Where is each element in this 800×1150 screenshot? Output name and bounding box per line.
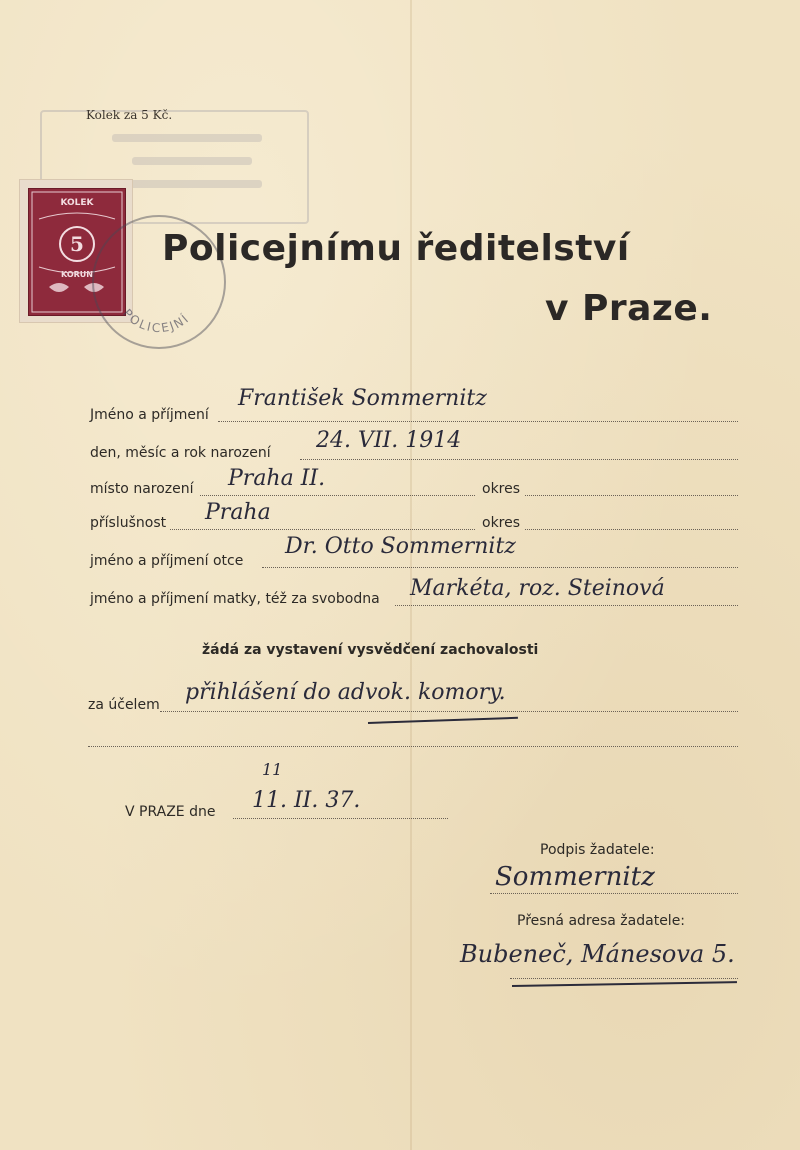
field-birthplace-label: místo narození (90, 481, 194, 497)
field-mother-label: jméno a příjmení matky, též za svobodna (90, 591, 380, 607)
request-text: žádá za vystavení vysvědčení zachovalosti (202, 642, 539, 658)
field-father-value: Dr. Otto Sommernitz (285, 534, 516, 559)
date-label: V PRAZE dne (125, 804, 216, 820)
stamp-duty-label: Kolek za 5 Kč. (86, 108, 173, 122)
field-mother-value: Markéta, roz. Steinová (410, 576, 665, 601)
field-domicile-value: Praha (205, 500, 271, 525)
field-domicile-district-label: okres (482, 515, 521, 531)
stamp-word-bottom: KORUN (61, 270, 93, 279)
paper-fold (410, 0, 412, 1150)
field-domicile-label: příslušnost (90, 515, 167, 531)
field-birthplace-district-label: okres (482, 481, 521, 497)
date-day-correction: 11 (262, 760, 283, 779)
purpose-value: přihlášení do advok. komory. (185, 680, 506, 705)
stamp-word-top: KOLEK (60, 198, 94, 208)
field-birthplace-value: Praha II. (228, 466, 326, 491)
field-birthdate-label: den, měsíc a rok narození (90, 445, 271, 461)
heading-line1: Policejnímu ředitelství (162, 228, 630, 269)
signature-label: Podpis žadatele: (540, 842, 655, 858)
field-father-label: jméno a příjmení otce (90, 553, 244, 569)
purpose-label: za účelem (88, 697, 160, 713)
field-name-label: Jméno a příjmení (90, 407, 209, 423)
address-label: Přesná adresa žadatele: (517, 913, 686, 929)
heading-line2: v Praze. (545, 288, 713, 329)
address-value: Bubeneč, Mánesova 5. (460, 940, 735, 968)
postmark-text: POLICEJNÍ (120, 306, 193, 336)
field-birthdate-value: 24. VII. 1914 (316, 428, 462, 453)
date-value: 11. II. 37. (252, 788, 361, 813)
field-name-value: František Sommernitz (238, 386, 487, 411)
stamp-value: 5 (70, 232, 84, 256)
signature-value: Sommernitz (495, 862, 655, 892)
svg-text:POLICEJNÍ (120, 306, 192, 335)
